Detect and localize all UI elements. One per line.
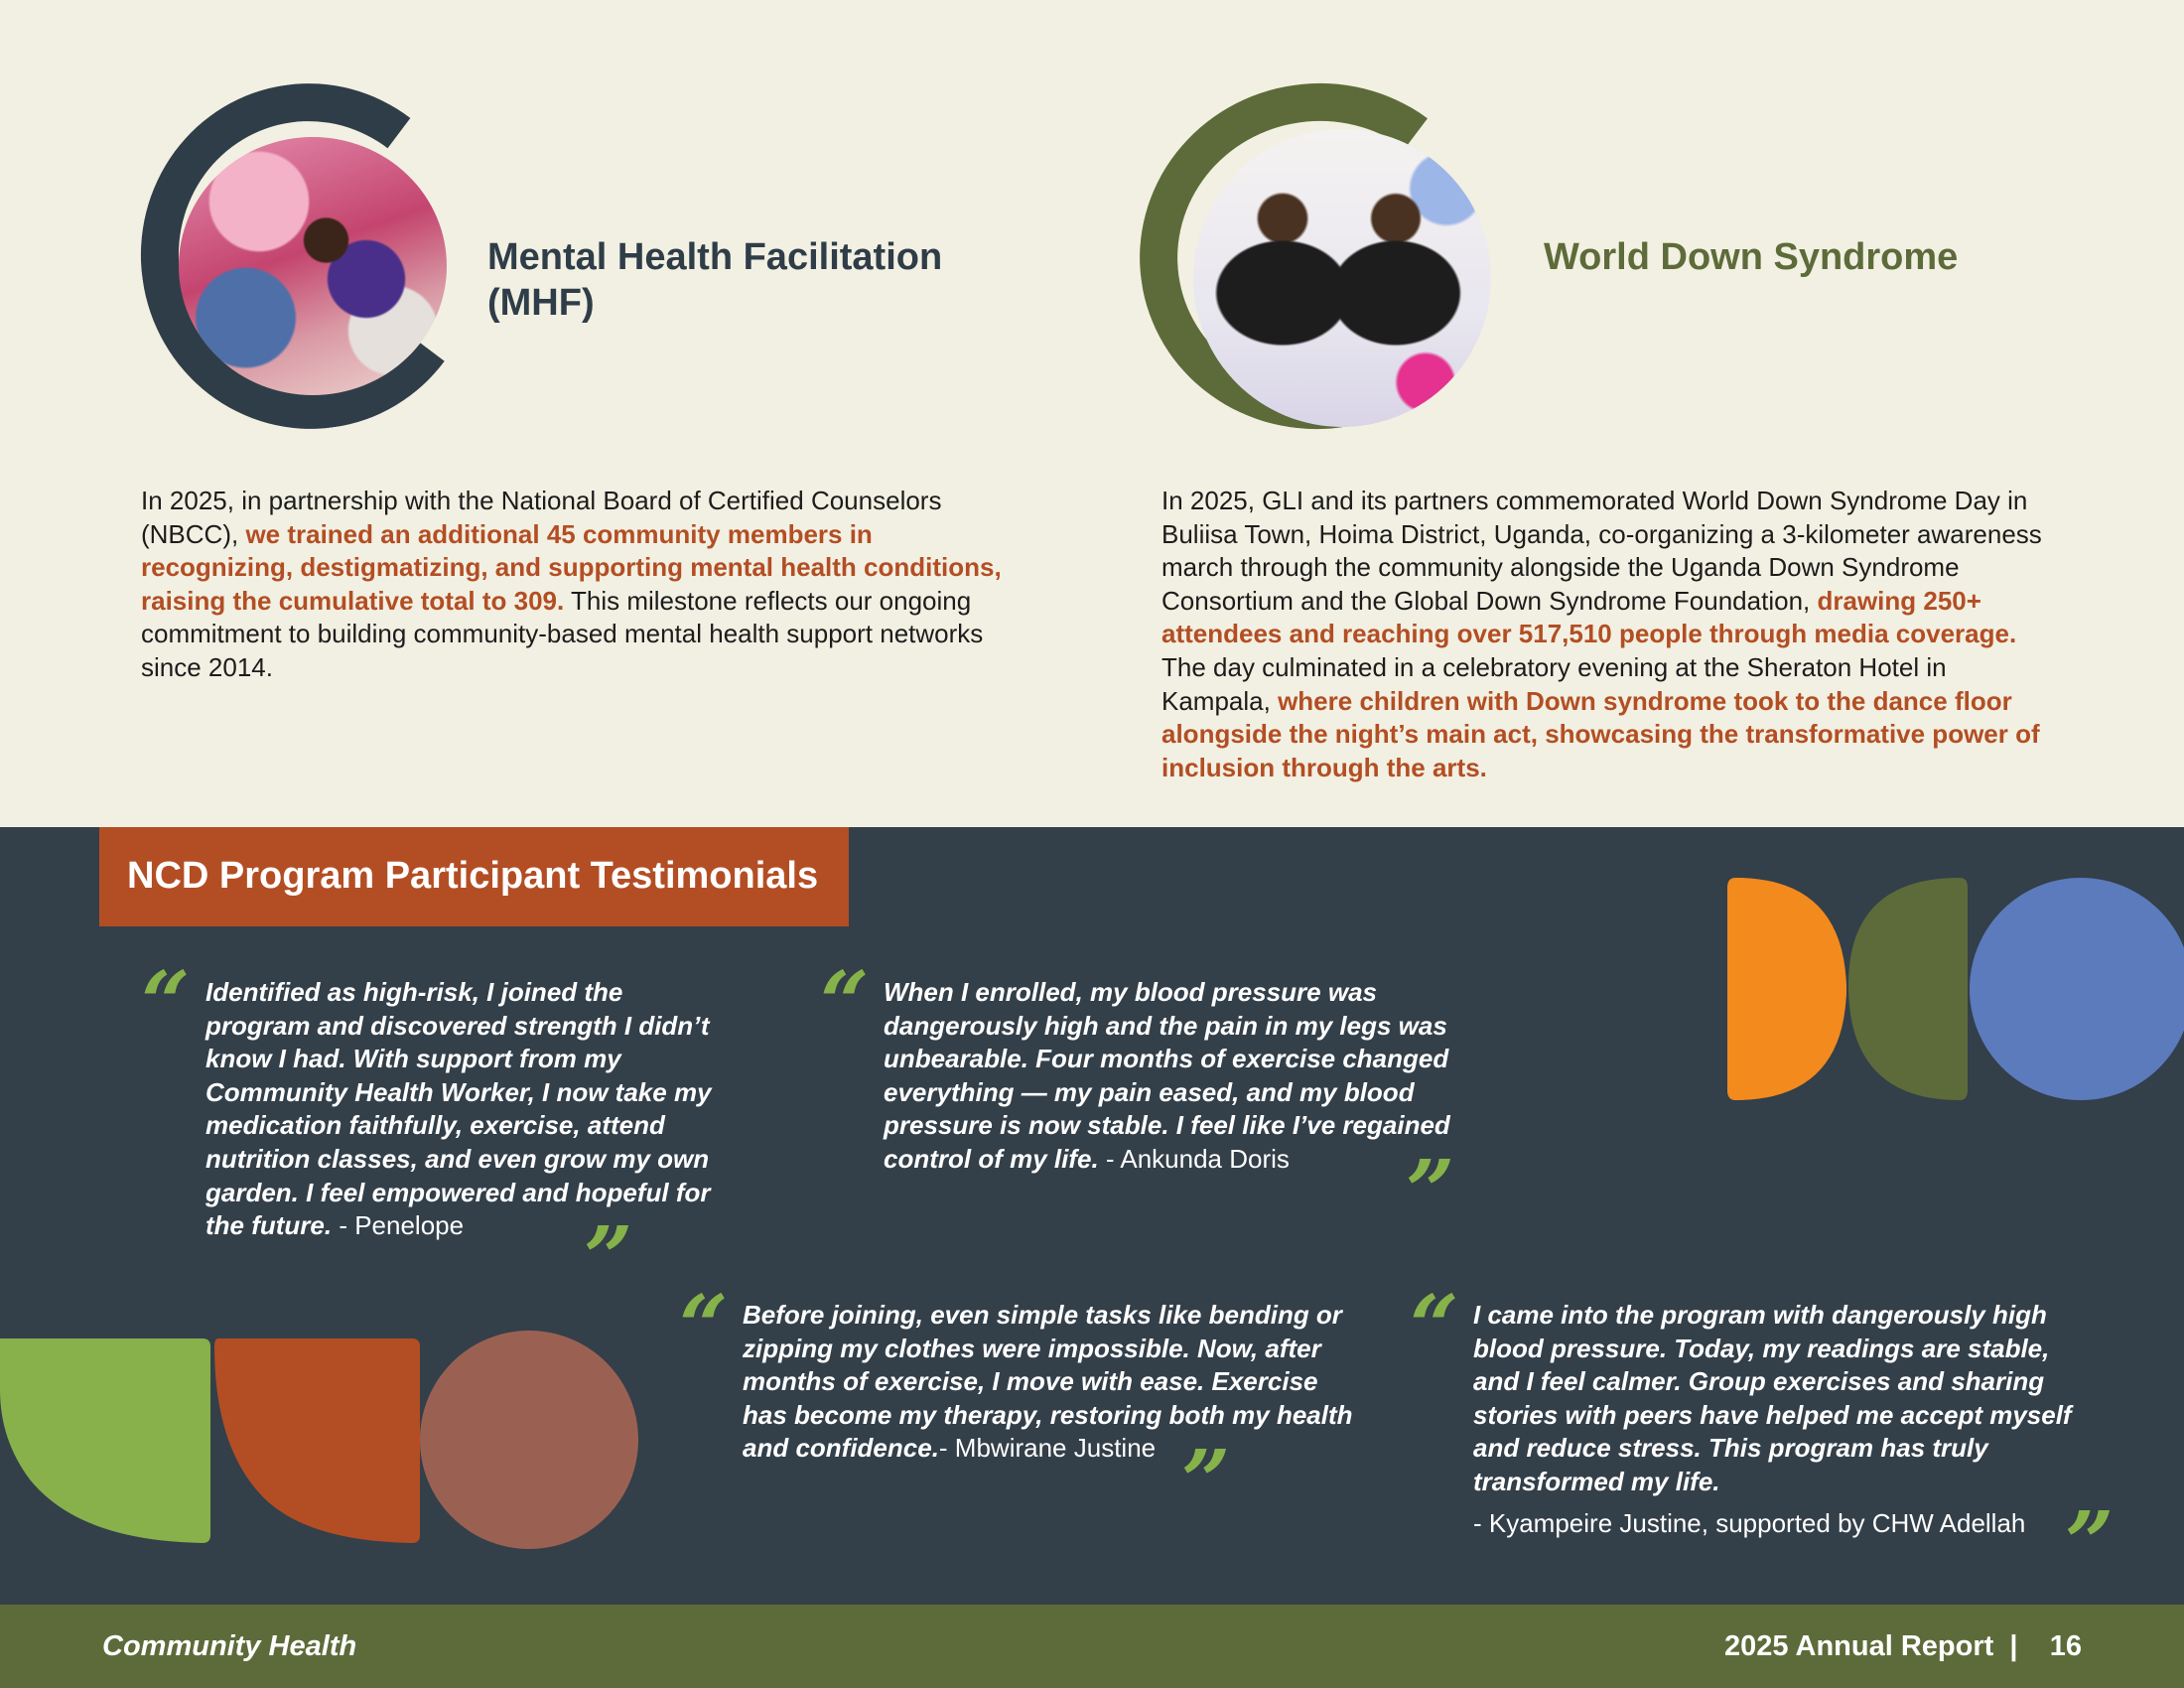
testimonial-3-author: - Mbwirane Justine (938, 1433, 1157, 1464)
wds-paragraph (1161, 485, 2055, 784)
open-quote-icon: “ (1410, 1277, 1459, 1377)
wds-text-middle: The day culminated in a celebratory evening at the Sheraton Hotel in Kampala, (1161, 651, 1947, 716)
testimonial-1-author: - Penelope (332, 1210, 465, 1241)
decorative-shapes-top-right (1727, 874, 2184, 1104)
wds-photo (1193, 129, 1491, 427)
footer-page-label: 2025 Annual Report | 16 (1724, 1630, 2082, 1662)
wds-text-highlight-2: where children with Down syndrome took to the dance floor alongside the night’s main act, showcasing the transformative power of inclusion through the arts. (1161, 685, 2040, 782)
open-quote-icon: “ (141, 953, 191, 1054)
mauve-circle-icon (420, 1331, 638, 1549)
mhf-text-highlight: we trained an additional 45 community members in recognizing, destigmatizing, and supporting mental health conditions, raising the cumulative total to 309. (141, 518, 1002, 616)
close-quote-icon: ” (1406, 1142, 1455, 1242)
testimonial-4-quote: I came into the program with dangerously high blood pressure. Today, my readings are stable, and I feel calmer. Group exercises and sharing stories with peers have helped me accept myself and reduce stress. This program has truly transformed my life. (1473, 1300, 2072, 1496)
mhf-text-outro: This milestone reflects our ongoing commitment to building community-based mental health support networks since 2014. (141, 585, 984, 682)
open-quote-icon: “ (820, 953, 870, 1054)
footer-section-label: Community Health (102, 1630, 357, 1662)
blue-circle-icon (1970, 878, 2184, 1100)
close-quote-icon: ” (2065, 1493, 2115, 1594)
testimonial-1-quote: Identified as high-risk, I joined the program and discovered strength I didn’t know I had. With support from my Community Health Worker, I now take my medication faithfully, exercise, attend nutrition classes, and even grow my own garden. I feel empowered and hopeful for the future. (205, 977, 712, 1241)
olive-half-circle-icon (1848, 878, 1968, 1100)
testimonial-4-author: - Kyampeire Justine, supported by CHW Adellah (1473, 1507, 2026, 1538)
wds-title: World Down Syndrome (1544, 236, 1959, 278)
mhf-paragraph (141, 485, 1015, 685)
testimonial-2-author: - Ankunda Doris (1098, 1143, 1290, 1174)
mhf-text-intro: In 2025, in partnership with the National Board of Certified Counselors (NBCC), (141, 486, 942, 549)
lime-quarter-circle-icon (0, 1338, 210, 1543)
orange-half-fill (1727, 878, 1846, 1100)
testimonial-2-quote: When I enrolled, my blood pressure was dangerously high and the pain in my legs was unbearable. Four months of exercise changed everything — my pain eased, and my blood pressure is now stable. I feel like I’ve regained control of my life. (884, 977, 1450, 1174)
testimonials-heading: NCD Program Participant Testimonials (127, 855, 819, 897)
wds-photo-frame (1140, 83, 1497, 441)
testimonial-3-quote: Before joining, even simple tasks like bending or zipping my clothes were impossible. Now, after months of exercise, I move with ease. Exercise has become my therapy, restoring both my health and confidence. (743, 1300, 1353, 1464)
close-quote-icon: ” (584, 1208, 633, 1309)
wds-text-intro: In 2025, GLI and its partners commemorated World Down Syndrome Day in Buliisa Town, Hoima District, Uganda, co-organizing a 3-kilometer awareness march through the community alongside the Uganda Down Syndrome Consortium and the Global Down Syndrome Foundation, (1161, 486, 2042, 616)
open-quote-icon: “ (679, 1277, 729, 1377)
testimonial-3 (743, 1299, 1368, 1466)
testimonial-2 (884, 976, 1459, 1177)
decorative-shapes-bottom-left (0, 1331, 645, 1549)
testimonial-4 (1473, 1299, 2079, 1540)
rust-quarter-circle-icon (214, 1338, 420, 1543)
close-quote-icon: ” (1181, 1432, 1231, 1532)
testimonial-1 (205, 976, 722, 1243)
wds-text-highlight-1: drawing 250+ attendees and reaching over 517,510 people through media coverage. (1161, 585, 2017, 649)
mhf-photo (179, 137, 447, 395)
mhf-photo-frame (141, 83, 478, 421)
mhf-title: Mental Health Facilitation (MHF) (487, 236, 943, 324)
